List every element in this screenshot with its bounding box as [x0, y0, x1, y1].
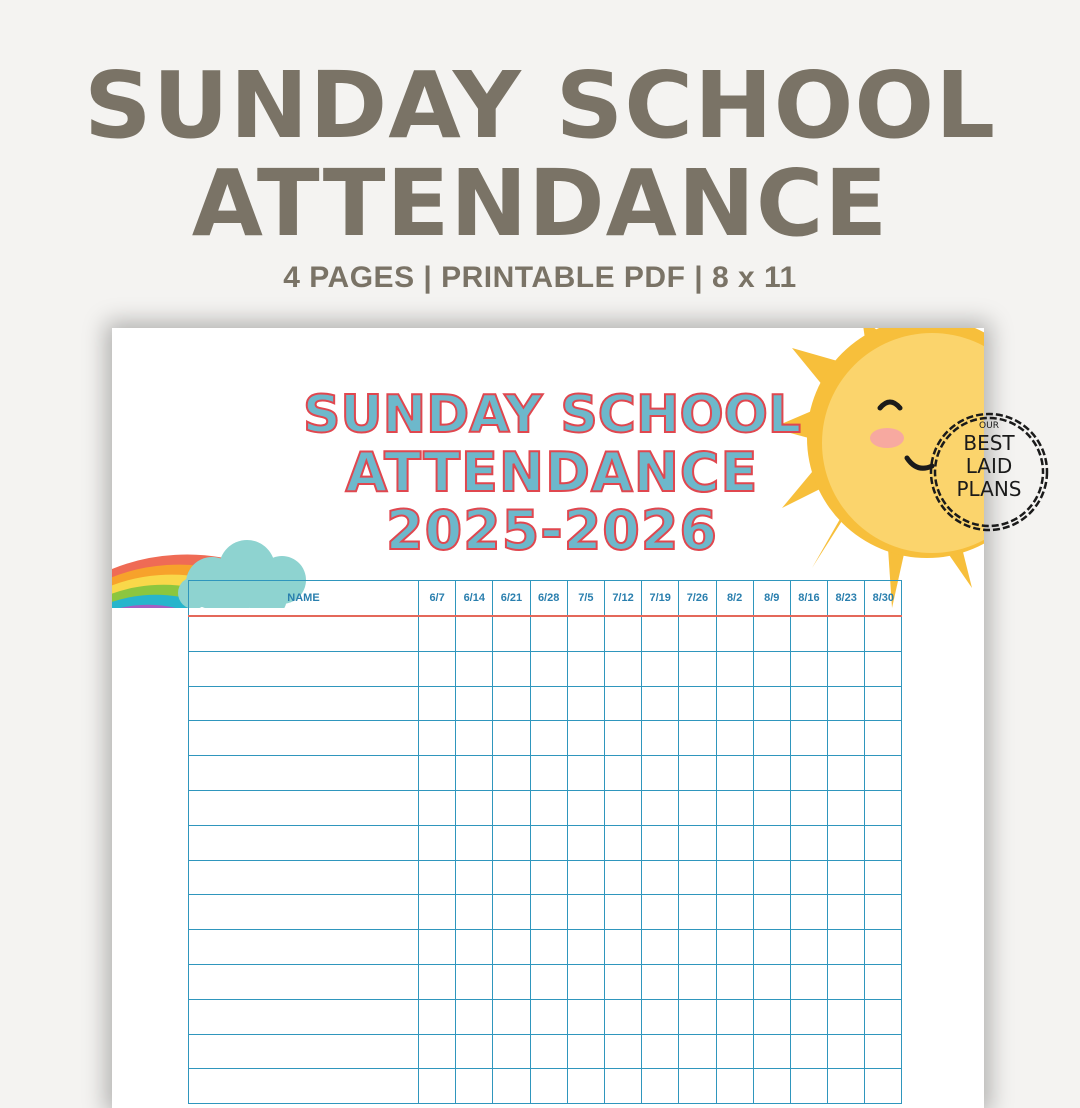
attendance-cell [642, 860, 679, 895]
banner-title-line-2: ATTENDANCE [191, 150, 889, 257]
attendance-cell [456, 616, 493, 651]
attendance-cell [642, 964, 679, 999]
table-row [189, 999, 902, 1034]
attendance-cell [419, 721, 456, 756]
attendance-cell [456, 651, 493, 686]
table-row [189, 860, 902, 895]
attendance-cell [865, 964, 902, 999]
banner-subtitle: 4 PAGES | PRINTABLE PDF | 8 x 11 [283, 261, 797, 294]
attendance-cell [567, 1069, 604, 1104]
attendance-cell [753, 616, 790, 651]
attendance-cell [865, 651, 902, 686]
table-row [189, 964, 902, 999]
attendance-cell [530, 964, 567, 999]
attendance-cell [604, 1069, 641, 1104]
attendance-cell [790, 1069, 827, 1104]
attendance-cell [716, 756, 753, 791]
attendance-cell [419, 686, 456, 721]
attendance-cell [753, 825, 790, 860]
attendance-cell [828, 895, 865, 930]
attendance-cell [530, 721, 567, 756]
attendance-cell [530, 895, 567, 930]
attendance-cell [567, 999, 604, 1034]
attendance-cell [419, 825, 456, 860]
attendance-cell [530, 756, 567, 791]
attendance-cell [716, 930, 753, 965]
attendance-cell [530, 686, 567, 721]
table-row [189, 825, 902, 860]
attendance-cell [456, 999, 493, 1034]
attendance-cell [642, 616, 679, 651]
attendance-cell [419, 930, 456, 965]
attendance-cell [456, 895, 493, 930]
table-row [189, 930, 902, 965]
sheet-title-line-3: 2025-2026 [386, 499, 718, 562]
logo-text-our: OUR [979, 421, 999, 431]
attendance-cell [790, 756, 827, 791]
attendance-cell [716, 964, 753, 999]
attendance-cell [604, 964, 641, 999]
attendance-cell [493, 756, 530, 791]
attendance-cell [567, 930, 604, 965]
attendance-cell [567, 651, 604, 686]
attendance-cell [419, 895, 456, 930]
attendance-cell [493, 1069, 530, 1104]
name-cell [189, 895, 419, 930]
date-column-header: 6/28 [530, 581, 567, 617]
attendance-cell [456, 964, 493, 999]
attendance-cell [716, 721, 753, 756]
attendance-cell [419, 999, 456, 1034]
attendance-cell [530, 651, 567, 686]
attendance-cell [493, 860, 530, 895]
attendance-cell [567, 825, 604, 860]
attendance-cell [604, 686, 641, 721]
printable-page-preview [112, 328, 984, 1108]
sheet-title-line-2: ATTENDANCE [345, 441, 759, 504]
attendance-cell [456, 825, 493, 860]
attendance-cell [567, 790, 604, 825]
brand-logo [925, 408, 1053, 536]
attendance-cell [865, 825, 902, 860]
name-cell [189, 930, 419, 965]
attendance-cell [530, 1034, 567, 1069]
attendance-cell [828, 1069, 865, 1104]
sheet-title [282, 386, 822, 560]
attendance-cell [865, 895, 902, 930]
attendance-cell [753, 930, 790, 965]
table-header-row [189, 581, 902, 617]
attendance-cell [865, 1069, 902, 1104]
attendance-cell [530, 930, 567, 965]
logo-text-laid: LAID [965, 454, 1013, 478]
attendance-cell [493, 895, 530, 930]
attendance-cell [493, 999, 530, 1034]
attendance-cell [865, 790, 902, 825]
attendance-cell [530, 1069, 567, 1104]
attendance-cell [642, 721, 679, 756]
name-cell [189, 721, 419, 756]
attendance-cell [456, 1034, 493, 1069]
attendance-cell [604, 651, 641, 686]
attendance-cell [642, 1069, 679, 1104]
attendance-cell [419, 964, 456, 999]
attendance-cell [530, 790, 567, 825]
attendance-cell [716, 686, 753, 721]
attendance-cell [828, 860, 865, 895]
attendance-cell [865, 686, 902, 721]
logo-text-plans: PLANS [956, 477, 1022, 501]
table-row [189, 616, 902, 651]
name-cell [189, 686, 419, 721]
attendance-cell [456, 860, 493, 895]
attendance-cell [604, 860, 641, 895]
attendance-cell [456, 1069, 493, 1104]
attendance-cell [567, 895, 604, 930]
table-row [189, 721, 902, 756]
attendance-cell [790, 616, 827, 651]
attendance-cell [493, 651, 530, 686]
attendance-cell [419, 616, 456, 651]
attendance-cell [753, 964, 790, 999]
attendance-cell [419, 790, 456, 825]
attendance-cell [642, 1034, 679, 1069]
date-column-header: 8/2 [716, 581, 753, 617]
attendance-cell [567, 1034, 604, 1069]
attendance-cell [716, 825, 753, 860]
attendance-cell [679, 756, 716, 791]
attendance-cell [567, 964, 604, 999]
attendance-cell [828, 930, 865, 965]
attendance-cell [753, 686, 790, 721]
attendance-cell [828, 616, 865, 651]
attendance-cell [493, 790, 530, 825]
attendance-cell [493, 686, 530, 721]
attendance-cell [456, 756, 493, 791]
attendance-cell [419, 756, 456, 791]
attendance-cell [716, 651, 753, 686]
attendance-cell [865, 930, 902, 965]
attendance-cell [567, 756, 604, 791]
attendance-cell [604, 930, 641, 965]
attendance-cell [865, 1034, 902, 1069]
attendance-cell [679, 895, 716, 930]
attendance-cell [828, 825, 865, 860]
attendance-cell [419, 860, 456, 895]
date-column-header: 8/30 [865, 581, 902, 617]
attendance-cell [604, 721, 641, 756]
attendance-cell [790, 860, 827, 895]
attendance-cell [790, 790, 827, 825]
date-column-header: 8/16 [790, 581, 827, 617]
attendance-cell [493, 616, 530, 651]
name-cell [189, 825, 419, 860]
attendance-cell [456, 790, 493, 825]
table-row [189, 686, 902, 721]
attendance-cell [493, 930, 530, 965]
banner-title-line-1: SUNDAY SCHOOL [83, 52, 997, 159]
attendance-cell [865, 721, 902, 756]
attendance-cell [753, 999, 790, 1034]
attendance-cell [679, 790, 716, 825]
date-column-header: 6/21 [493, 581, 530, 617]
attendance-cell [642, 686, 679, 721]
attendance-cell [716, 1069, 753, 1104]
date-column-header: 6/7 [419, 581, 456, 617]
attendance-cell [828, 999, 865, 1034]
attendance-cell [716, 999, 753, 1034]
attendance-cell [753, 790, 790, 825]
attendance-cell [642, 756, 679, 791]
attendance-cell [716, 616, 753, 651]
attendance-cell [753, 895, 790, 930]
attendance-cell [790, 686, 827, 721]
attendance-cell [679, 1069, 716, 1104]
attendance-cell [530, 616, 567, 651]
attendance-cell [753, 651, 790, 686]
attendance-cell [604, 756, 641, 791]
attendance-cell [828, 964, 865, 999]
name-cell [189, 860, 419, 895]
name-cell [189, 999, 419, 1034]
attendance-cell [567, 616, 604, 651]
attendance-cell [642, 825, 679, 860]
attendance-cell [828, 651, 865, 686]
attendance-cell [530, 999, 567, 1034]
attendance-cell [679, 616, 716, 651]
attendance-cell [679, 721, 716, 756]
attendance-cell [679, 1034, 716, 1069]
table-row [189, 651, 902, 686]
table-row [189, 756, 902, 791]
attendance-cell [604, 616, 641, 651]
attendance-cell [679, 930, 716, 965]
attendance-table-body [189, 616, 902, 1104]
date-column-header: 7/26 [679, 581, 716, 617]
attendance-cell [604, 895, 641, 930]
attendance-cell [419, 1069, 456, 1104]
attendance-cell [642, 651, 679, 686]
attendance-cell [642, 930, 679, 965]
attendance-cell [790, 930, 827, 965]
attendance-cell [790, 1034, 827, 1069]
attendance-cell [753, 721, 790, 756]
attendance-cell [828, 686, 865, 721]
attendance-cell [828, 756, 865, 791]
attendance-cell [790, 721, 827, 756]
attendance-cell [865, 999, 902, 1034]
attendance-cell [642, 790, 679, 825]
attendance-cell [828, 1034, 865, 1069]
attendance-cell [790, 825, 827, 860]
attendance-cell [679, 860, 716, 895]
attendance-cell [419, 651, 456, 686]
attendance-cell [604, 790, 641, 825]
name-cell [189, 790, 419, 825]
attendance-cell [493, 825, 530, 860]
attendance-cell [865, 860, 902, 895]
table-row [189, 895, 902, 930]
attendance-cell [753, 1034, 790, 1069]
attendance-cell [604, 1034, 641, 1069]
attendance-cell [493, 721, 530, 756]
attendance-table [188, 580, 902, 1104]
attendance-cell [790, 964, 827, 999]
attendance-cell [753, 1069, 790, 1104]
name-column-header: NAME [189, 581, 419, 617]
attendance-cell [530, 825, 567, 860]
attendance-cell [679, 964, 716, 999]
attendance-cell [604, 999, 641, 1034]
attendance-cell [716, 895, 753, 930]
date-column-header: 7/5 [567, 581, 604, 617]
date-column-header: 8/9 [753, 581, 790, 617]
attendance-cell [790, 651, 827, 686]
date-column-header: 8/23 [828, 581, 865, 617]
name-cell [189, 1069, 419, 1104]
attendance-cell [567, 686, 604, 721]
table-row [189, 790, 902, 825]
attendance-cell [456, 721, 493, 756]
attendance-cell [790, 999, 827, 1034]
attendance-cell [679, 686, 716, 721]
attendance-cell [716, 1034, 753, 1069]
name-cell [189, 1034, 419, 1069]
date-column-header: 6/14 [456, 581, 493, 617]
attendance-cell [828, 790, 865, 825]
sheet-title-line-1: SUNDAY SCHOOL [302, 385, 802, 445]
date-column-header: 7/19 [642, 581, 679, 617]
name-cell [189, 651, 419, 686]
attendance-cell [716, 790, 753, 825]
attendance-cell [567, 721, 604, 756]
attendance-cell [679, 651, 716, 686]
attendance-cell [716, 860, 753, 895]
attendance-cell [865, 616, 902, 651]
attendance-cell [642, 999, 679, 1034]
attendance-cell [753, 756, 790, 791]
attendance-cell [419, 1034, 456, 1069]
name-cell [189, 964, 419, 999]
attendance-cell [679, 999, 716, 1034]
attendance-cell [865, 756, 902, 791]
attendance-cell [493, 964, 530, 999]
attendance-cell [493, 1034, 530, 1069]
table-row [189, 1034, 902, 1069]
attendance-cell [456, 930, 493, 965]
attendance-cell [679, 825, 716, 860]
attendance-cell [642, 895, 679, 930]
attendance-cell [790, 895, 827, 930]
attendance-cell [530, 860, 567, 895]
attendance-cell [456, 686, 493, 721]
name-cell [189, 756, 419, 791]
logo-text-best: BEST [963, 431, 1015, 455]
attendance-cell [753, 860, 790, 895]
name-cell [189, 616, 419, 651]
attendance-cell [604, 825, 641, 860]
attendance-cell [828, 721, 865, 756]
date-column-header: 7/12 [604, 581, 641, 617]
table-row [189, 1069, 902, 1104]
attendance-cell [567, 860, 604, 895]
